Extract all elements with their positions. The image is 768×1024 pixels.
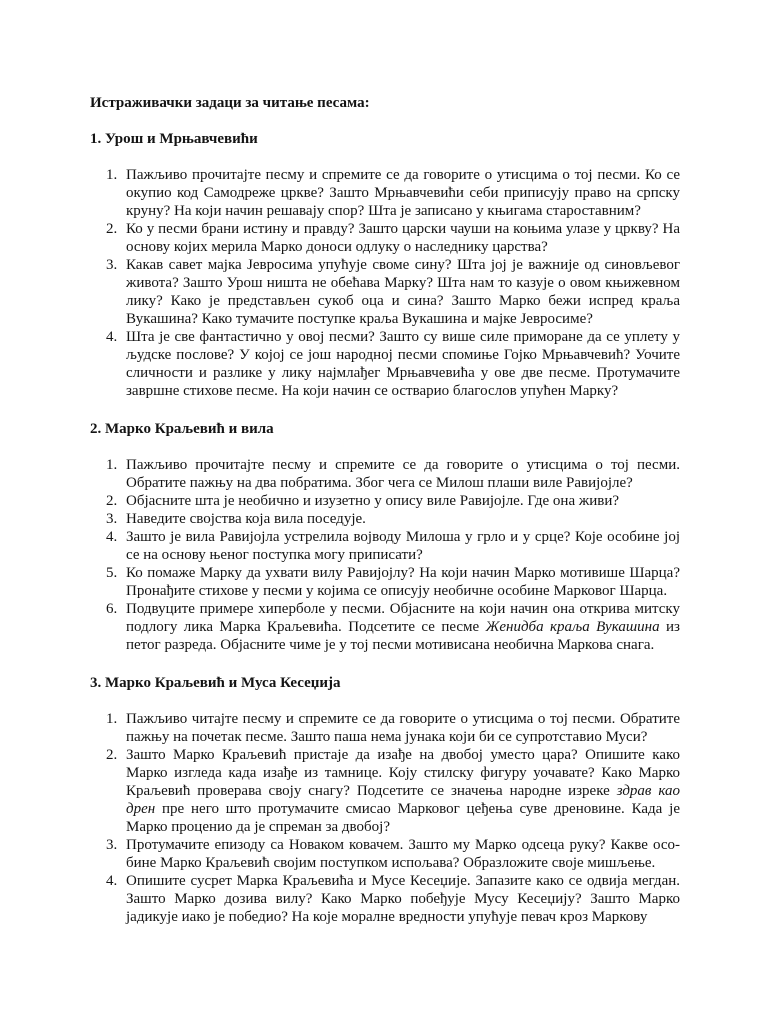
list-item [90,166,680,220]
item-text-end: из петог разреда. Објасните чиме је у тој песми мотивисана необична Маркова снага. [126,619,680,653]
item-text: Опишите сусрет Марка Краљевића и Мусе Кесеџије. Запазите како се одвија мегдан. Зашто Марко дозива вилу? Како Марко побеђује Мусу Кесеџију? Зашто Марко јадикује иако је победио? На које моралне вредности упућује певач кроз Маркову [126,873,680,925]
list-item [90,528,680,564]
section-heading: 1. Урош и Мрњавчевићи [90,131,258,147]
section-uros [90,130,680,400]
list-item [90,456,680,492]
section-heading: 2. Марко Краљевић и вила [90,421,274,437]
item-text: Наведите својства која вила поседује. [126,511,366,527]
item-number: 2. [106,747,118,763]
item-text-start: Подвуците примере хиперболе у песми. Објасните на који начин она открива митску подлогу лика Марка Краљевића. Подсетите се песме [126,601,680,635]
list-item [90,220,680,256]
item-number: 1. [106,457,118,473]
section-marko-vila [90,420,680,654]
item-number: 2. [106,493,118,509]
item-number: 5. [106,565,118,581]
item-number: 1. [106,167,118,183]
proverb-italic: здрав као дрен [126,783,680,817]
item-text: Шта је све фантастично у овој песми? Зашто су више силе приморане да се уплету у људске послове? У којој се још народној песми спомиње Гојко Мрњавчевић? Уочите сличности и разлике у лику најмлађег Мрњавчевића у ове две песме. Протумачите завршне стихове песме. На који начин се остварио благослов упућен Марку? [126,329,680,399]
item-number: 2. [106,221,118,237]
list-item [90,328,680,400]
section-heading: 3. Марко Краљевић и Муса Кесеџија [90,675,341,691]
item-number: 6. [106,601,118,617]
item-text: Пажљиво прочитајте песму и спремите се да говорите о утисцима о тој песми. Обратите пажњу на два побратима. Због чега се Милош плаши виле Равијојле? [126,457,680,491]
item-number: 3. [106,511,118,527]
question-list [90,166,680,400]
item-number: 3. [106,837,118,853]
section-marko-musa [90,674,680,926]
item-text: Зашто је вила Равијојла устрелила војводу Милоша у грло и у срце? Које особине јој се на основу њеног поступка могу приписати? [126,529,680,563]
list-item [90,710,680,746]
item-number: 4. [106,529,118,545]
question-list [90,456,680,654]
item-number: 3. [106,257,118,273]
item-number: 1. [106,711,118,727]
list-item [90,510,680,528]
poem-title-italic: Женидба краља Вукашина [485,619,660,635]
list-item [90,836,680,872]
list-item [90,256,680,328]
list-item [90,746,680,836]
item-text: Ко у песми брани истину и правду? Зашто царски чауши на коњима улазе у цркву? На основу којих мерила Марко доноси одлуку о наследнику царства? [126,221,680,255]
item-text: Протумачите епизоду са Новаком ковачем. Зашто му Марко одсеца руку? Какве осо-бине Марко Краљевић својим поступком испољава? Образложите своје мишљење. [126,837,680,871]
item-number: 4. [106,873,118,889]
list-item [90,564,680,600]
item-number: 4. [106,329,118,345]
item-text: Ко помаже Марку да ухвати вилу Равијојлу? На који начин Марко мотивише Шарца? Пронађите стихове у песми у којима се описују необичне особине Марковог Шарца. [126,565,680,599]
item-text: Пажљиво читајте песму и спремите се да говорите о утисцима о тој песми. Обратите пажњу на почетак песме. Зашто паша нема јунака који би се супротставио Муси? [126,711,680,745]
item-text-end: пре него што протумачите смисао Марковог цеђења суве дреновине. Када је Марко проценио да је спреман за двобој? [126,801,680,835]
list-item [90,600,680,654]
list-item [90,872,680,926]
item-text: Какав савет мајка Јевросима упућује своме сину? Шта јој је важније од синовљевог живота? Зашто Урош ништа не обећава Марку? Шта нам то казује о овом књижевном лику? Како је представљен сукоб оца и сина? Зашто Марко бежи испред краља Вукашина? Како тумачите поступке краља Вукашина и мајке Јевросиме? [126,257,680,327]
item-text: Пажљиво прочитајте песму и спремите се да говорите о утисцима о тој песми. Ко се окупио код Самодреже цркве? Зашто Мрњавчевићи себи приписују право на српску круну? На који начин решавају спор? Шта је записано у књигама староставним? [126,167,680,219]
item-text-start: Зашто Марко Краљевић пристаје да изађе на двобој уместо цара? Опишите како Марко изгледа када изађе из тамнице. Коју стилску фигуру уочавате? Како Марко Краљевић проверава своју снагу? Подсетите се значења народне изреке [126,747,680,799]
document-title: Истраживачки задаци за читање песама: [90,95,370,111]
document-page [90,94,680,946]
list-item [90,492,680,510]
item-text: Објасните шта је необично и изузетно у опису виле Равијојле. Где она живи? [126,493,620,509]
question-list [90,710,680,926]
